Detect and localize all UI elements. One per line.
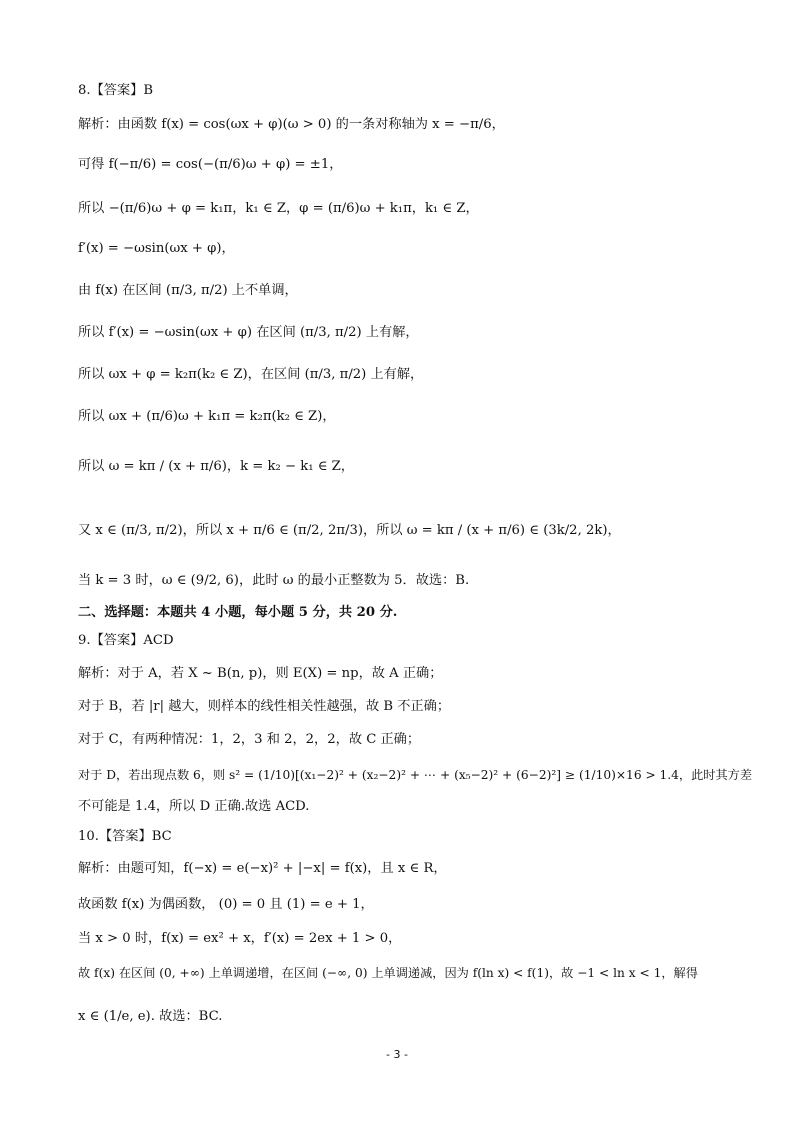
answer-9-heading: 9.【答案】ACD xyxy=(78,633,174,648)
answer-8-heading: 8.【答案】B xyxy=(78,83,154,98)
page-number: - 3 - xyxy=(386,1048,408,1061)
answer-10-heading: 10.【答案】BC xyxy=(78,829,172,844)
analysis-line: 当 k = 3 时，ω ∈ (9/2, 6)，此时 ω 的最小正整数为 5．故选：B. xyxy=(78,573,470,588)
analysis-line: 对于 B，若 |r| 越大，则样本的线性相关性越强，故 B 不正确； xyxy=(78,699,451,714)
section-heading: 二、选择题：本题共 4 小题，每小题 5 分，共 20 分. xyxy=(78,605,398,620)
analysis-line: 所以 f′(x) = −ωsin(ωx + φ) 在区间 (π/3, π/2) 上有解， xyxy=(78,325,419,340)
analysis-line: 故函数 f(x) 为偶函数， (0) = 0 且 (1) = e + 1， xyxy=(78,897,374,912)
analysis-line: 所以 ωx + (π/6)ω + k₁π = k₂π(k₂ ∈ Z)， xyxy=(78,409,336,424)
analysis-line: 故 f(x) 在区间 (0, +∞) 上单调递增，在区间 (−∞, 0) 上单调递减，因为 f(ln x) < f(1)，故 −1 < ln x < 1，解得 xyxy=(78,966,698,980)
analysis-line: 对于 C，有两种情况：1，2，3 和 2，2，2，故 C 正确； xyxy=(78,732,421,747)
analysis-line: f′(x) = −ωsin(ωx + φ)， xyxy=(78,241,235,256)
analysis-line: 所以 ω = kπ / (x + π/6)，k = k₂ − k₁ ∈ Z， xyxy=(78,459,354,474)
analysis-line: 当 x > 0 时，f(x) = ex² + x，f′(x) = 2ex + 1 > 0， xyxy=(78,931,402,946)
analysis-line: 又 x ∈ (π/3, π/2)，所以 x + π/6 ∈ (π/2, 2π/3)，所以 ω = kπ / (x + π/6) ∈ (3k/2, 2k)， xyxy=(78,523,621,538)
analysis-line: 解析：由函数 f(x) = cos(ωx + φ)(ω > 0) 的一条对称轴为 x = −π/6， xyxy=(78,117,505,132)
analysis-line: 所以 −(π/6)ω + φ = k₁π，k₁ ∈ Z，φ = (π/6)ω + k₁π，k₁ ∈ Z， xyxy=(78,201,479,216)
analysis-line: 由 f(x) 在区间 (π/3, π/2) 上不单调， xyxy=(78,283,298,298)
analysis-line: 可得 f(−π/6) = cos(−(π/6)ω + φ) = ±1， xyxy=(78,157,343,172)
analysis-line: 不可能是 1.4，所以 D 正确.故选 ACD. xyxy=(78,799,310,814)
analysis-line: 对于 D，若出现点数 6，则 s² = (1/10)[(x₁−2)² + (x₂−2)² + ⋯ + (x₅−2)² + (6−2)²] ≥ (1/10)×16 > 1.4，此时其方差 xyxy=(78,768,753,782)
analysis-line: x ∈ (1/e, e). 故选：BC. xyxy=(78,1009,223,1024)
analysis-line: 解析：由题可知，f(−x) = e(−x)² + |−x| = f(x)，且 x ∈ R， xyxy=(78,861,447,876)
analysis-line: 所以 ωx + φ = k₂π(k₂ ∈ Z)，在区间 (π/3, π/2) 上有解， xyxy=(78,367,424,382)
analysis-line: 解析：对于 A，若 X ~ B(n, p)，则 E(X) = np，故 A 正确； xyxy=(78,666,443,681)
